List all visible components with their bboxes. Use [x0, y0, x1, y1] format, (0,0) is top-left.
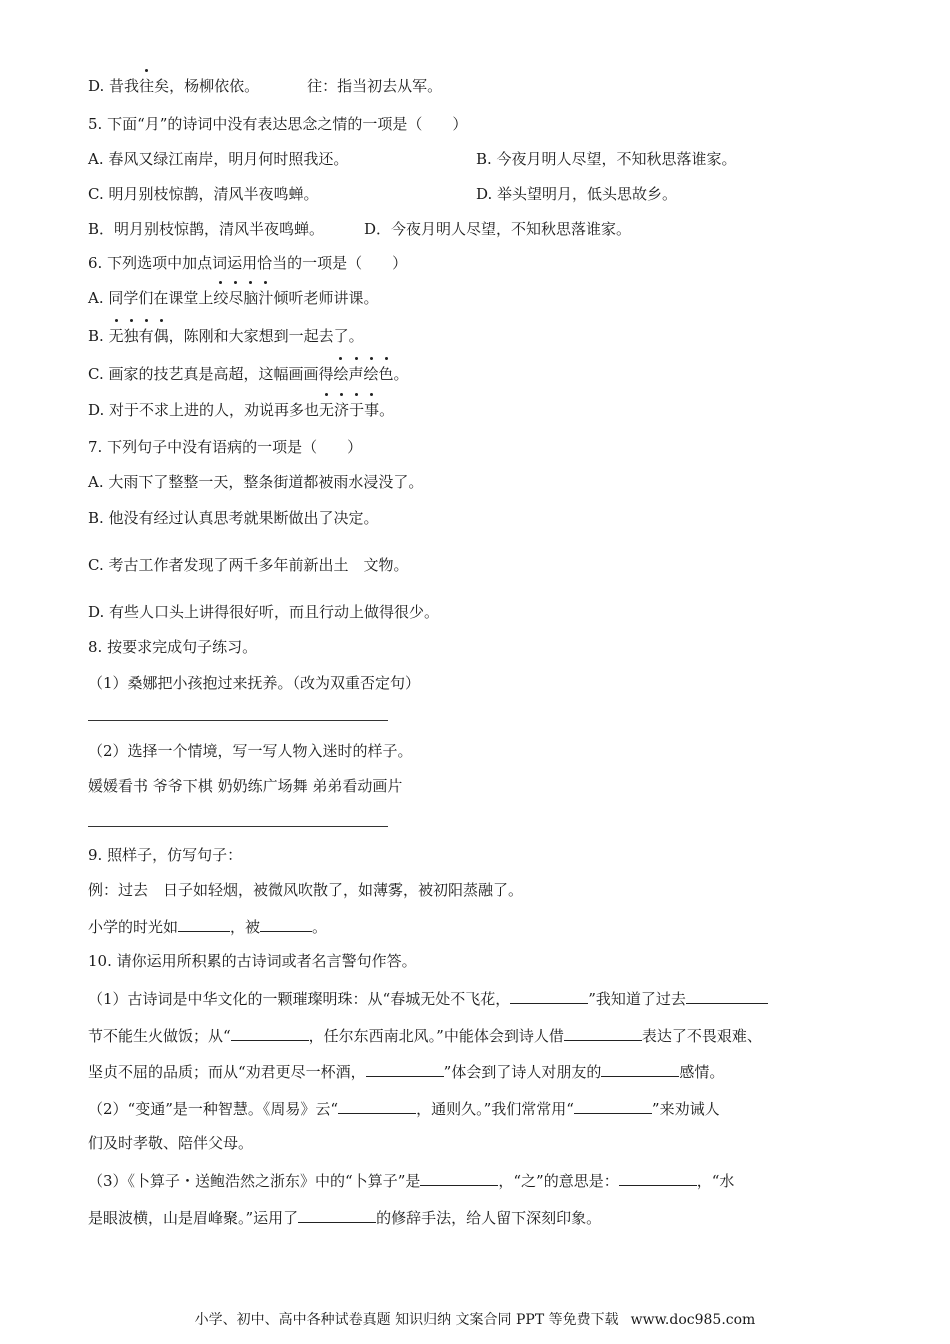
- q8-scenario-options: [88, 776, 402, 796]
- dotted-word: [213, 288, 273, 308]
- q10-line1: （1）古诗词是中华文化的一颗璀璨明珠：从“春城无处不飞花， ”我知道了过去: [88, 987, 768, 1009]
- dotted-char: 脑: [243, 289, 258, 307]
- footer-text: 小学、初中、高中各种试卷真题 知识归纳 文案合同 PPT 等免费下载: [194, 1312, 619, 1328]
- scenario-option: 媛媛看书: [88, 777, 149, 795]
- q5-option-c: C. 明月别枝惊鹊，清风半夜鸣蝉。: [88, 185, 319, 203]
- blank[interactable]: [420, 1169, 498, 1186]
- page-footer: [0, 1309, 950, 1329]
- blank[interactable]: [686, 987, 768, 1004]
- q10-line6: （3）《卜算子・送鲍浩然之浙东》中的“卜算子”是 ，“之”的意思是： ，“水: [88, 1169, 734, 1191]
- dotted-char: 绞: [213, 289, 228, 307]
- blank[interactable]: [619, 1169, 697, 1186]
- poem-text: 昔我: [109, 77, 140, 95]
- q9-template: 小学的时光如 ，被 。: [88, 915, 327, 937]
- q9-example: 例：过去 日子如轻烟，被微风吹散了，如薄雾，被初阳蒸融了。: [88, 881, 524, 899]
- dotted-char: 偶: [154, 327, 169, 345]
- q4-option-d: [88, 76, 442, 96]
- scenario-option: 奶奶练广场舞: [217, 777, 308, 795]
- q10-line4: （2）“变通”是一种智慧。《周易》云“ ，通则久。”我们常常用“ ”来劝诫人: [88, 1097, 720, 1119]
- q5-option-a: A. 春风又绿江南岸，明月何时照我还。: [88, 150, 349, 168]
- q10-line2: 节不能生火做饭；从“ ，任尔东西南北风。”中能体会到诗人借 表达了不畏艰难、: [88, 1024, 762, 1046]
- q6-option-a: A. 同学们在课堂上 绞 尽 脑 汁倾听老师讲课。: [88, 288, 378, 308]
- blank[interactable]: [574, 1097, 652, 1114]
- q8-part1: （1）桑娜把小孩抱过来抚养。（改为双重否定句）: [88, 674, 421, 692]
- q10-stem: 10. 请你运用所积累的古诗词或者名言警句作答。: [88, 952, 417, 970]
- dotted-word: [319, 400, 379, 420]
- dotted-char: 色: [379, 365, 394, 383]
- q6-option-b: B. 无 独 有 偶，陈刚和大家想到一起去了。: [88, 326, 364, 346]
- dotted-char: 于: [349, 401, 364, 419]
- q5-stem: 5. 下面“月”的诗词中没有表达思念之情的一项是（ ）: [88, 115, 468, 133]
- q6-stem: 6. 下列选项中加点词运用恰当的一项是（ ）: [88, 254, 408, 272]
- dotted-char: 独: [124, 327, 139, 345]
- q10-line3: 坚贞不屈的品质；而从“劝君更尽一杯酒， ”体会到了诗人对朋友的 感情。: [88, 1060, 724, 1082]
- blank[interactable]: [564, 1024, 642, 1041]
- blank[interactable]: [298, 1206, 376, 1223]
- answer-line[interactable]: [88, 720, 388, 721]
- dotted-word: [109, 326, 169, 346]
- answer-line[interactable]: [88, 826, 388, 827]
- q7-option-a: A. 大雨下了整整一天，整条街道都被雨水浸没了。: [88, 473, 424, 491]
- dotted-char: 济: [334, 401, 349, 419]
- q5-extra-line: [88, 219, 631, 239]
- scenario-option: 弟弟看动画片: [312, 777, 403, 795]
- dotted-char: 绘: [364, 365, 379, 383]
- q7-stem: 7. 下列句子中没有语病的一项是（ ）: [88, 438, 363, 456]
- dotted-char: 声: [349, 365, 364, 383]
- q5-extra-b: B．明月别枝惊鹊，清风半夜鸣蝉。: [88, 220, 325, 238]
- q8-stem: 8. 按要求完成句子练习。: [88, 638, 258, 656]
- blank[interactable]: [601, 1060, 679, 1077]
- q5-extra-d: D．今夜月明人尽望，不知秋思落谁家。: [364, 220, 632, 238]
- dotted-char: 无: [319, 401, 334, 419]
- q5-option-d: D. 举头望明月，低头思故乡。: [476, 185, 678, 203]
- scenario-option: 爷爷下棋: [152, 777, 213, 795]
- option-label: D.: [88, 77, 110, 95]
- dotted-char: 有: [139, 327, 154, 345]
- blank[interactable]: [366, 1060, 444, 1077]
- q10-line5: 们及时孝敬、陪伴父母。: [88, 1134, 254, 1152]
- dotted-char: 尽: [228, 289, 243, 307]
- blank[interactable]: [338, 1097, 416, 1114]
- word-note: 往：指当初去从军。: [307, 77, 443, 95]
- footer-link[interactable]: www.doc985.com: [630, 1312, 756, 1328]
- dotted-char: 汁: [258, 289, 273, 307]
- q7-option-c: C. 考古工作者发现了两千多年前新出土 文物。: [88, 556, 409, 574]
- q5-option-b: B. 今夜月明人尽望，不知秋思落谁家。: [476, 150, 737, 168]
- dotted-char: 事: [364, 401, 379, 419]
- blank[interactable]: [231, 1024, 309, 1041]
- q9-stem: 9. 照样子，仿写句子：: [88, 846, 243, 864]
- dotted-char: 绘: [333, 365, 348, 383]
- blank[interactable]: [510, 987, 588, 1004]
- blank[interactable]: [178, 915, 230, 932]
- dotted-char: 无: [109, 327, 124, 345]
- dotted-word: [333, 364, 393, 384]
- q7-option-b: B. 他没有经过认真思考就果断做出了决定。: [88, 509, 379, 527]
- q7-option-d: D. 有些人口头上讲得很好听，而且行动上做得很少。: [88, 603, 440, 621]
- q6-option-d: D. 对于不求上进的人，劝说再多也 无 济 于 事。: [88, 400, 394, 420]
- dotted-char: 往: [139, 77, 154, 95]
- q10-line7: 是眼波横，山是眉峰聚。”运用了 的修辞手法，给人留下深刻印象。: [88, 1206, 601, 1228]
- q6-option-c: C. 画家的技艺真是高超，这幅画画得 绘 声 绘 色。: [88, 364, 409, 384]
- blank[interactable]: [260, 915, 312, 932]
- q8-part2: （2）选择一个情境，写一写人物入迷时的样子。: [88, 742, 413, 760]
- poem-text: 矣，杨柳依依。: [154, 77, 260, 95]
